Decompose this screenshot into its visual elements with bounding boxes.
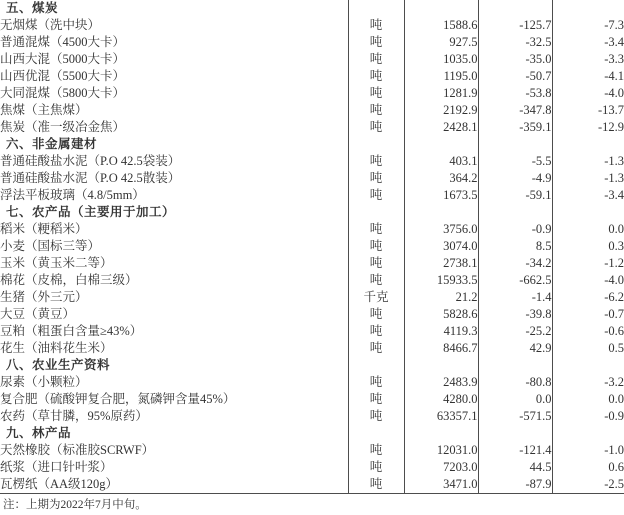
item-row	[0, 170, 624, 187]
item-name-cell: 尿素（小颗粒）	[0, 375, 88, 389]
item-row	[0, 153, 624, 170]
footnote: 注：上期为2022年7月中旬。	[3, 499, 147, 511]
unit-cell: 吨	[348, 34, 404, 51]
item-row	[0, 272, 624, 289]
percent-cell: 0.6	[552, 459, 624, 476]
price-cell: 927.5	[404, 34, 478, 51]
price-cell: 4119.3	[404, 323, 478, 340]
unit-cell: 吨	[348, 255, 404, 272]
item-row	[0, 306, 624, 323]
item-row	[0, 391, 624, 408]
item-row	[0, 68, 624, 85]
percent-cell	[552, 425, 624, 442]
percent-cell: -0.7	[552, 306, 624, 323]
price-cell: 403.1	[404, 153, 478, 170]
item-row	[0, 255, 624, 272]
percent-cell: -3.2	[552, 374, 624, 391]
price-cell: 1035.0	[404, 51, 478, 68]
price-cell: 1588.6	[404, 17, 478, 34]
change-cell: -121.4	[478, 442, 552, 459]
change-cell: -125.7	[478, 17, 552, 34]
item-name-cell: 瓦楞纸（AA级120g）	[0, 477, 119, 491]
unit-cell	[348, 204, 404, 221]
item-name-cell: 大豆（黄豆）	[0, 307, 76, 321]
item-row	[0, 51, 624, 68]
item-name-cell: 普通混煤（4500大卡）	[0, 35, 126, 49]
price-cell: 2483.9	[404, 374, 478, 391]
change-cell: -59.1	[478, 187, 552, 204]
item-name-cell: 普通硅酸盐水泥（P.O 42.5袋装）	[0, 154, 181, 168]
percent-cell: -1.3	[552, 170, 624, 187]
item-row	[0, 340, 624, 357]
unit-cell: 吨	[348, 153, 404, 170]
change-cell: -25.2	[478, 323, 552, 340]
price-cell	[404, 357, 478, 374]
item-row	[0, 187, 624, 204]
item-name-cell: 农药（草甘膦，95%原药）	[0, 409, 148, 423]
unit-cell: 吨	[348, 306, 404, 323]
price-cell: 1281.9	[404, 85, 478, 102]
item-name-cell: 生猪（外三元）	[0, 290, 88, 304]
percent-cell	[552, 0, 624, 17]
item-row	[0, 289, 624, 306]
unit-cell	[348, 136, 404, 153]
change-cell: 42.9	[478, 340, 552, 357]
change-cell: -347.8	[478, 102, 552, 119]
item-row	[0, 408, 624, 425]
item-name-cell: 小麦（国标三等）	[0, 239, 101, 253]
percent-cell: -3.3	[552, 51, 624, 68]
change-cell: -0.9	[478, 221, 552, 238]
item-row	[0, 119, 624, 136]
section-row	[0, 136, 624, 153]
change-cell	[478, 0, 552, 17]
change-cell: -662.5	[478, 272, 552, 289]
percent-cell: 0.5	[552, 340, 624, 357]
item-name-cell: 玉米（黄玉米二等）	[0, 256, 113, 270]
change-cell	[478, 204, 552, 221]
percent-cell: -6.2	[552, 289, 624, 306]
price-cell: 2192.9	[404, 102, 478, 119]
change-cell: -4.9	[478, 170, 552, 187]
percent-cell	[552, 357, 624, 374]
change-cell: -1.4	[478, 289, 552, 306]
unit-cell: 吨	[348, 459, 404, 476]
unit-cell: 吨	[348, 442, 404, 459]
price-cell: 7203.0	[404, 459, 478, 476]
price-cell: 4280.0	[404, 391, 478, 408]
change-cell: -35.0	[478, 51, 552, 68]
price-cell	[404, 204, 478, 221]
price-cell: 2428.1	[404, 119, 478, 136]
percent-cell: -4.0	[552, 85, 624, 102]
change-cell: -87.9	[478, 476, 552, 494]
change-cell: 8.5	[478, 238, 552, 255]
item-row	[0, 238, 624, 255]
item-row	[0, 17, 624, 34]
item-row	[0, 442, 624, 459]
unit-cell: 吨	[348, 238, 404, 255]
percent-cell: -3.4	[552, 34, 624, 51]
change-cell: -5.5	[478, 153, 552, 170]
percent-cell: -0.6	[552, 323, 624, 340]
percent-cell: -3.4	[552, 187, 624, 204]
price-cell	[404, 425, 478, 442]
change-cell: -34.2	[478, 255, 552, 272]
item-name-cell: 棉花（皮棉，白棉三级）	[0, 273, 138, 287]
unit-cell: 吨	[348, 476, 404, 494]
price-cell: 3074.0	[404, 238, 478, 255]
item-row	[0, 102, 624, 119]
percent-cell: -0.9	[552, 408, 624, 425]
change-cell: -32.5	[478, 34, 552, 51]
item-name-cell: 焦煤（主焦煤）	[0, 103, 88, 117]
price-cell: 3471.0	[404, 476, 478, 494]
price-cell: 15933.5	[404, 272, 478, 289]
percent-cell	[552, 136, 624, 153]
section-title-cell: 七、农产品（主要用于加工）	[6, 205, 176, 219]
item-name-cell: 稻米（粳稻米）	[0, 222, 88, 236]
change-cell: 0.0	[478, 391, 552, 408]
item-name-cell: 山西优混（5500大卡）	[0, 69, 126, 83]
change-cell	[478, 357, 552, 374]
percent-cell: 0.0	[552, 221, 624, 238]
price-cell: 364.2	[404, 170, 478, 187]
item-row	[0, 34, 624, 51]
item-name-cell: 无烟煤（洗中块）	[0, 18, 101, 32]
price-cell: 3756.0	[404, 221, 478, 238]
price-cell: 1195.0	[404, 68, 478, 85]
change-cell: -359.1	[478, 119, 552, 136]
percent-cell: -1.3	[552, 153, 624, 170]
item-name-cell: 纸浆（进口针叶浆）	[0, 460, 113, 474]
item-row	[0, 476, 624, 494]
percent-cell: -12.9	[552, 119, 624, 136]
percent-cell: -7.3	[552, 17, 624, 34]
change-cell: -53.8	[478, 85, 552, 102]
section-title-cell: 五、煤炭	[6, 1, 59, 15]
unit-cell: 吨	[348, 17, 404, 34]
price-cell: 21.2	[404, 289, 478, 306]
item-name-cell: 山西大混（5000大卡）	[0, 52, 126, 66]
price-cell	[404, 0, 478, 17]
percent-cell: 0.0	[552, 391, 624, 408]
percent-cell: 0.3	[552, 238, 624, 255]
unit-cell: 吨	[348, 340, 404, 357]
price-cell: 2738.1	[404, 255, 478, 272]
unit-cell	[348, 0, 404, 17]
percent-cell: -13.7	[552, 102, 624, 119]
change-cell: -571.5	[478, 408, 552, 425]
percent-cell: -4.1	[552, 68, 624, 85]
item-name-cell: 浮法平板玻璃（4.8/5mm）	[0, 188, 145, 202]
price-cell: 5828.6	[404, 306, 478, 323]
change-cell: -39.8	[478, 306, 552, 323]
section-title-cell: 九、林产品	[6, 426, 72, 440]
item-row	[0, 374, 624, 391]
section-row	[0, 0, 624, 17]
price-cell: 8466.7	[404, 340, 478, 357]
percent-cell: -1.0	[552, 442, 624, 459]
section-title-cell: 六、非金属建材	[6, 137, 98, 151]
section-row	[0, 204, 624, 221]
unit-cell: 吨	[348, 68, 404, 85]
item-name-cell: 花生（油料花生米）	[0, 341, 113, 355]
percent-cell: -4.0	[552, 272, 624, 289]
price-cell: 63357.1	[404, 408, 478, 425]
item-name-cell: 天然橡胶（标准胶SCRWF）	[0, 443, 155, 457]
section-row	[0, 425, 624, 442]
item-name-cell: 豆粕（粗蛋白含量≥43%）	[0, 324, 143, 338]
unit-cell	[348, 357, 404, 374]
percent-cell	[552, 204, 624, 221]
unit-cell: 吨	[348, 102, 404, 119]
section-row	[0, 357, 624, 374]
price-cell: 12031.0	[404, 442, 478, 459]
section-title-cell: 八、农业生产资料	[6, 358, 111, 372]
price-cell	[404, 136, 478, 153]
item-row	[0, 221, 624, 238]
item-name-cell: 复合肥（硫酸钾复合肥，氮磷钾含量45%）	[0, 392, 236, 406]
item-name-cell: 大同混煤（5800大卡）	[0, 86, 126, 100]
unit-cell: 吨	[348, 221, 404, 238]
unit-cell: 千克	[348, 289, 404, 306]
unit-cell: 吨	[348, 51, 404, 68]
item-name-cell: 焦炭（准一级冶金焦）	[0, 120, 126, 134]
percent-cell: -1.2	[552, 255, 624, 272]
unit-cell	[348, 425, 404, 442]
change-cell: 44.5	[478, 459, 552, 476]
item-name-cell: 普通硅酸盐水泥（P.O 42.5散装）	[0, 171, 181, 185]
unit-cell: 吨	[348, 170, 404, 187]
unit-cell: 吨	[348, 187, 404, 204]
change-cell	[478, 136, 552, 153]
change-cell: -80.8	[478, 374, 552, 391]
item-row	[0, 85, 624, 102]
unit-cell: 吨	[348, 85, 404, 102]
change-cell: -50.7	[478, 68, 552, 85]
price-cell: 1673.5	[404, 187, 478, 204]
unit-cell: 吨	[348, 323, 404, 340]
item-row	[0, 323, 624, 340]
item-row	[0, 459, 624, 476]
unit-cell: 吨	[348, 408, 404, 425]
unit-cell: 吨	[348, 119, 404, 136]
percent-cell: -2.5	[552, 476, 624, 494]
unit-cell: 吨	[348, 272, 404, 289]
unit-cell: 吨	[348, 391, 404, 408]
change-cell	[478, 425, 552, 442]
unit-cell: 吨	[348, 374, 404, 391]
